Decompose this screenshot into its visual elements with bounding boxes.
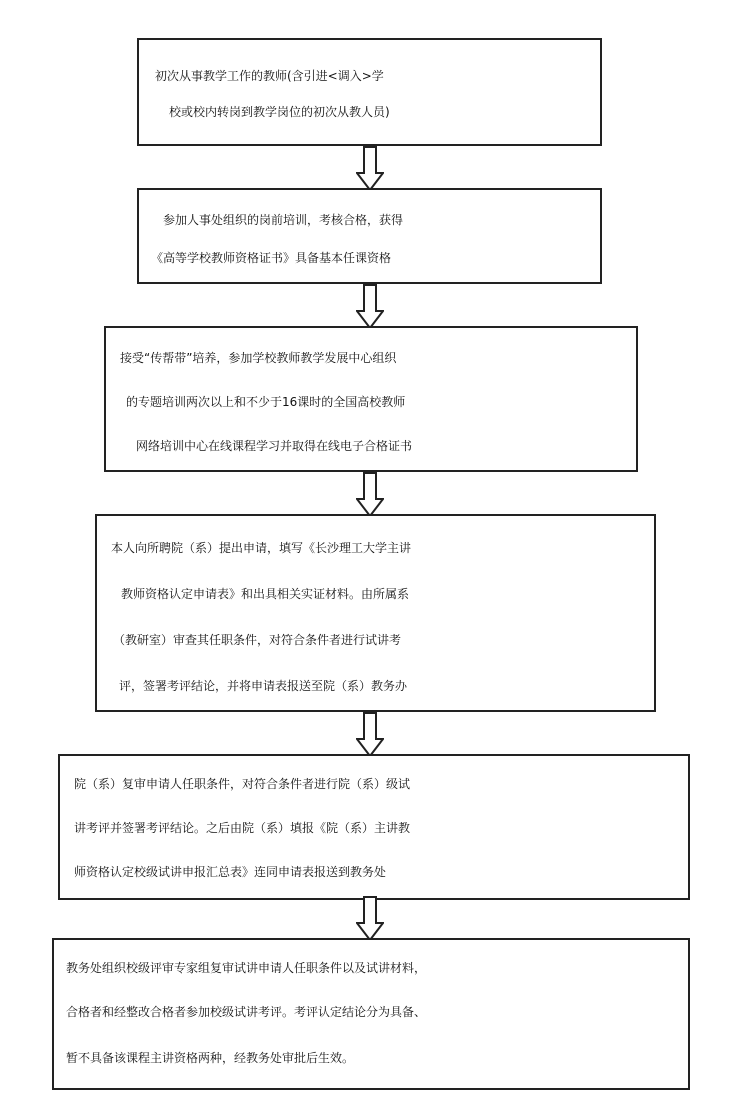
flow-step-5 [58,754,690,900]
flow-step-2 [137,188,602,284]
down-arrow-icon [356,896,384,942]
step-4-line-1: 本人向所聘院（系）提出申请，填写《长沙理工大学主讲 [111,541,412,555]
step-3-line-2: 的专题培训两次以上和不少于16课时的全国高校教师 [126,395,406,409]
step-5-line-3: 师资格认定校级试讲申报汇总表》连同申请表报送到教务处 [74,865,387,879]
step-4-line-3: （教研室）审查其任职条件，对符合条件者进行试讲考 [113,633,402,647]
step-4-line-2: 教师资格认定申请表》和出具相关实证材料。由所属系 [121,587,410,601]
step-5-line-2: 讲考评并签署考评结论。之后由院（系）填报《院（系）主讲教 [74,821,411,835]
step-1-line-2: 校或校内转岗到教学岗位的初次从教人员) [169,105,390,119]
step-3-line-1: 接受“传帮带”培养，参加学校教师教学发展中心组织 [120,351,397,365]
flow-step-3 [104,326,638,472]
down-arrow-icon [356,712,384,758]
down-arrow-icon [356,146,384,192]
step-6-line-1: 教务处组织校级评审专家组复审试讲申请人任职条件以及试讲材料， [66,961,427,975]
step-3-line-3: 网络培训中心在线课程学习并取得在线电子合格证书 [136,439,413,453]
step-5-line-1: 院（系）复审申请人任职条件，对符合条件者进行院（系）级试 [74,777,411,791]
down-arrow-icon [356,284,384,330]
step-6-line-3: 暂不具备该课程主讲资格两种，经教务处审批后生效。 [66,1051,355,1065]
step-4-line-4: 评，签署考评结论，并将申请表报送至院（系）教务办 [119,679,408,693]
step-6-line-2: 合格者和经整改合格者参加校级试讲考评。考评认定结论分为具备、 [66,1005,427,1019]
flow-step-6 [52,938,690,1090]
step-1-line-1: 初次从事教学工作的教师(含引进<调入>学 [155,69,384,83]
step-2-line-2: 《高等学校教师资格证书》具备基本任课资格 [151,251,392,265]
down-arrow-icon [356,472,384,518]
flow-step-4 [95,514,656,712]
step-2-line-1: 参加人事处组织的岗前培训，考核合格，获得 [163,213,404,227]
flow-step-1 [137,38,602,146]
